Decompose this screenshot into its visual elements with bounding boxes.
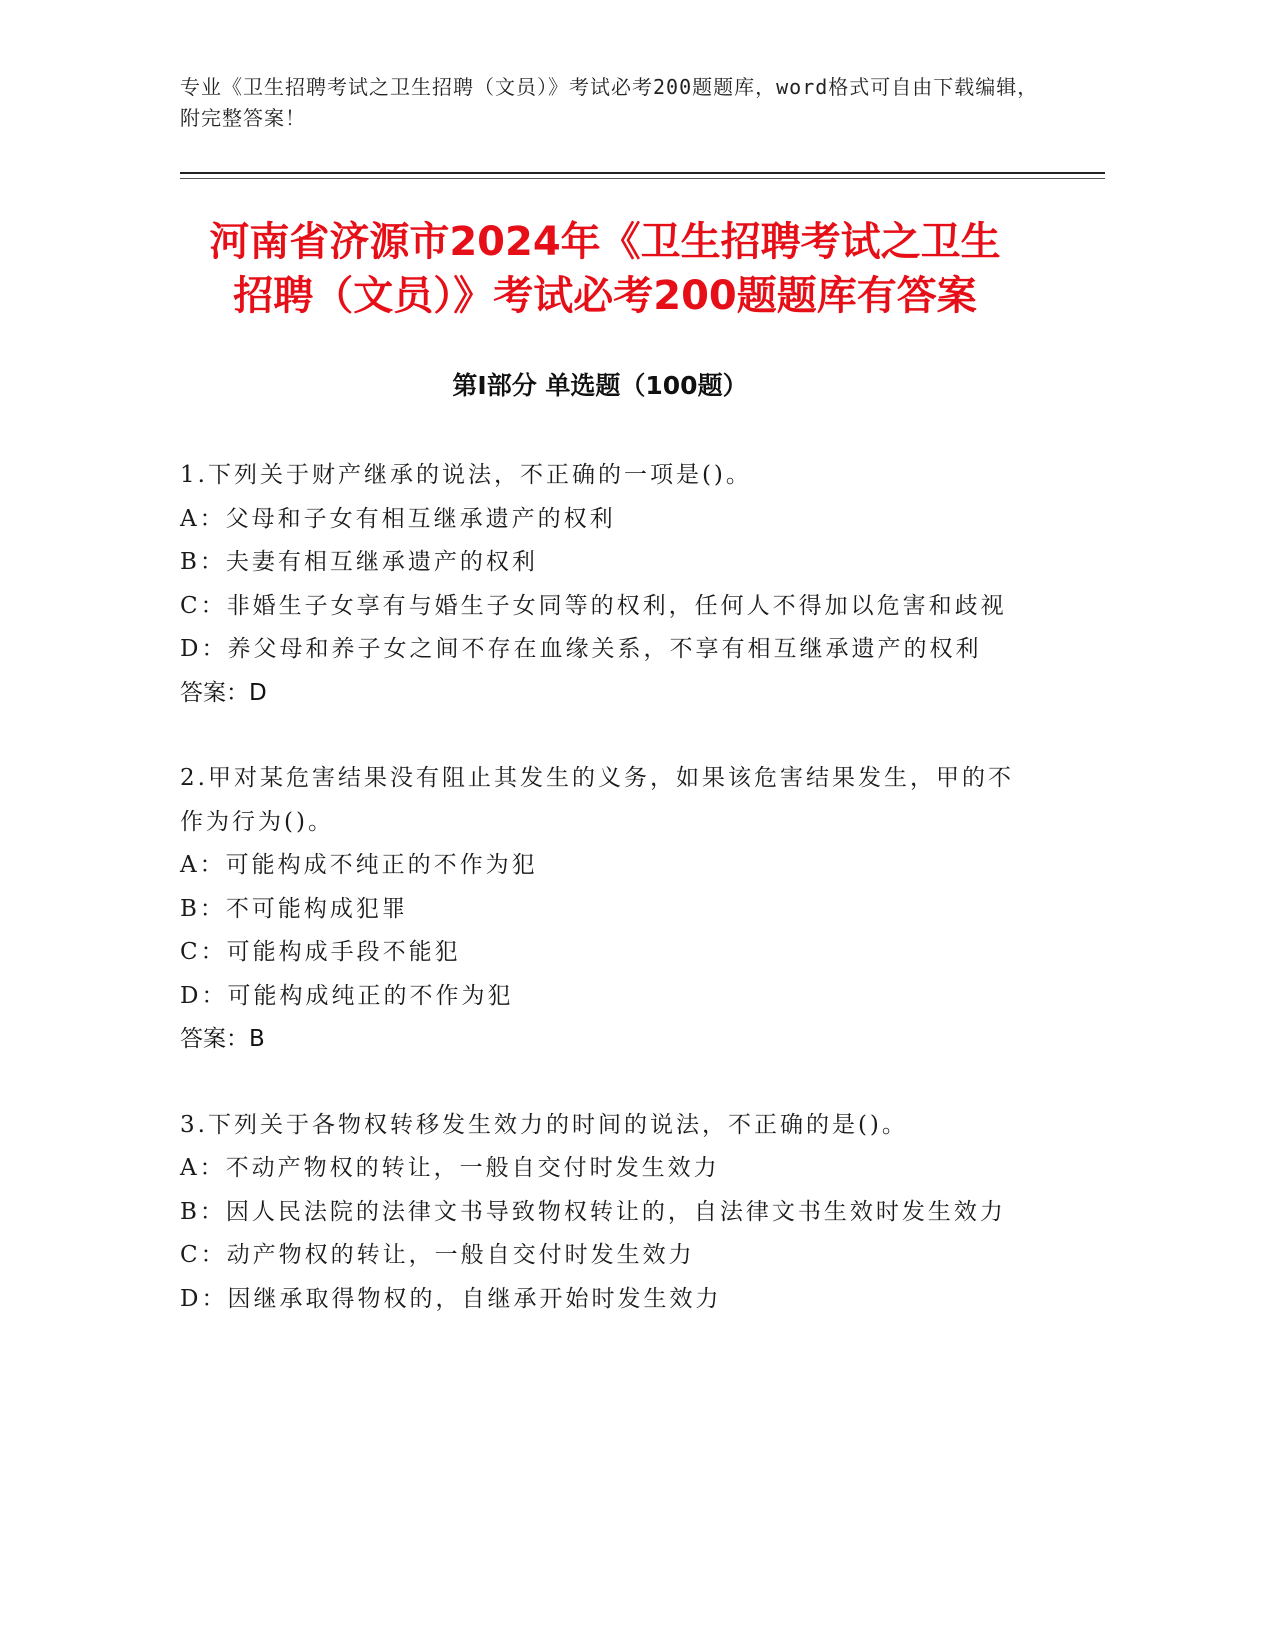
question-2 bbox=[180, 757, 1030, 1062]
option-a: A：父母和子女有相互继承遗产的权利 bbox=[180, 505, 616, 532]
header-divider-thin bbox=[180, 178, 1105, 179]
option-a: A：不动产物权的转让，一般自交付时发生效力 bbox=[180, 1155, 720, 1181]
question-stem: 2.甲对某危害结果没有阻止其发生的义务，如果该危害结果发生，甲的不作为行为()。 bbox=[180, 765, 1014, 835]
answer: 答案：D bbox=[180, 679, 267, 706]
header-note: 专业《卫生招聘考试之卫生招聘（文员）》考试必考200题题库，word格式可自由下载编辑，附完整答案！ bbox=[180, 75, 1039, 130]
option-d: D：养父母和养子女之间不存在血缘关系，不享有相互继承遗产的权利 bbox=[180, 636, 982, 662]
option-d: D：可能构成纯正的不作为犯 bbox=[180, 982, 514, 1009]
option-b: B：夫妻有相互继承遗产的权利 bbox=[180, 549, 538, 575]
option-b: B：因人民法院的法律文书导致物权转让的，自法律文书生效时发生效力 bbox=[180, 1198, 1006, 1225]
document-title bbox=[160, 215, 1050, 323]
question-1 bbox=[180, 454, 1030, 715]
option-c: C：动产物权的转让，一般自交付时发生效力 bbox=[180, 1242, 695, 1268]
option-a: A：可能构成不纯正的不作为犯 bbox=[180, 852, 538, 878]
document-title-line-2: 招聘（文员）》考试必考200题题库有答案 bbox=[233, 273, 977, 319]
option-d: D：因继承取得物权的，自继承开始时发生效力 bbox=[180, 1285, 722, 1312]
answer: 答案：B bbox=[180, 1026, 265, 1052]
header-divider-thick bbox=[180, 172, 1105, 174]
question-3 bbox=[180, 1104, 1030, 1322]
option-c: C：可能构成手段不能犯 bbox=[180, 939, 461, 965]
question-stem: 3.下列关于各物权转移发生效力的时间的说法，不正确的是()。 bbox=[180, 1111, 908, 1138]
option-c: C：非婚生子女享有与婚生子女同等的权利，任何人不得加以危害和歧视 bbox=[180, 592, 1007, 619]
question-stem: 1.下列关于财产继承的说法，不正确的一项是()。 bbox=[180, 462, 752, 488]
question-list bbox=[180, 454, 1030, 1363]
document-title-line-1: 河南省济源市2024年《卫生招聘考试之卫生 bbox=[209, 219, 1001, 265]
option-b: B：不可能构成犯罪 bbox=[180, 895, 408, 922]
section-title: 第Ⅰ部分 单选题（100题） bbox=[452, 371, 748, 400]
